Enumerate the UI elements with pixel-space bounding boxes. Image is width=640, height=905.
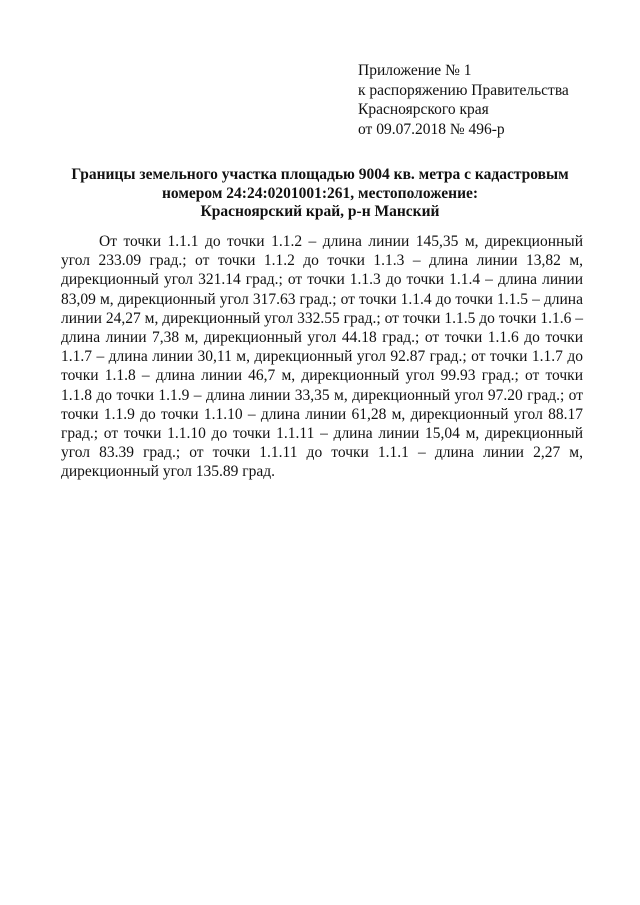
annex-reference: к распоряжению Правительства [358, 81, 569, 99]
annex-region: Красноярского края [358, 101, 489, 118]
document-heading [60, 166, 580, 222]
annex-block [358, 61, 608, 139]
annex-date-number: от 09.07.2018 № 496-р [358, 120, 505, 138]
heading-line-1: Границы земельного участка площадью 9004 кв. метра с кадастровым [71, 166, 569, 183]
heading-line-2: номером 24:24:0201001:261, местоположение: [161, 184, 479, 202]
boundary-description: От точки 1.1.1 до точки 1.1.2 – длина линии 145,35 м, дирекционный угол 233.09 град.; от точки 1.1.2 до точки 1.1.3 – длина линии 13,82 м, дирекционный угол 321.14 град.; от точки 1.1.3 до точки 1.1.4 – длина линии 83,09 м, дирекционный угол 317.63 град.; от точки 1.1.4 до точки 1.1.5 – длина линии 24,27 м, дирекционный угол 332.55 град.; от точки 1.1.5 до точки 1.1.6 – длина линии 7,38 м, дирекционный угол 44.18 град.; от точки 1.1.6 до точки 1.1.7 – длина линии 30,11 м, дирекционный угол 92.87 град.; от точки 1.1.7 до точки 1.1.8 – длина линии 46,7 м, дирекционный угол 99.93 град.; от точки 1.1.8 до точки 1.1.9 – длина линии 33,35 м, дирекционный угол 97.20 град.; от точки 1.1.9 до точки 1.1.10 – длина линии 61,28 м, дирекционный угол 88.17 град.; от точки 1.1.10 до точки 1.1.11 – длина линии 15,04 м, дирекционный угол 83.39 град.; от точки 1.1.11 до точки 1.1.1 – длина линии 2,27 м, дирекционный угол 135.89 град. [61, 233, 583, 481]
annex-number: Приложение № 1 [358, 62, 472, 79]
heading-line-3: Красноярский край, р-н Манский [200, 203, 440, 220]
